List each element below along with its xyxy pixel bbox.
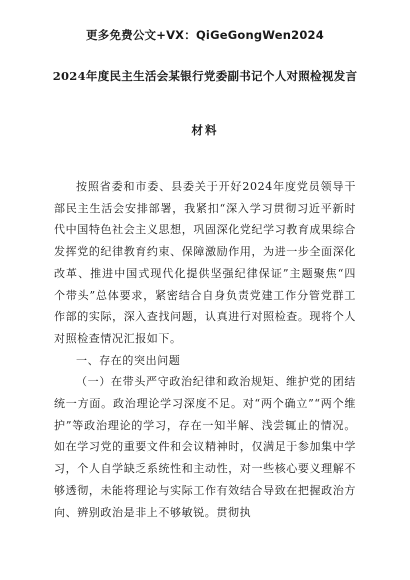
document-title-continuation: 材料 (191, 123, 219, 137)
intro-paragraph: 按照省委和市委、县委关于开好2024年度党员领导干部民主生活会安排部署，我紧扣“深入学习贯彻习近平新时代中国特色社会主义思想，巩固深化党纪学习教育成果综合发挥党的纪律教育约束、保障激励作用，为进一步全面深化改革、推进中国式现代化提供坚强纪律保证”主题聚焦“四个带头”总体要求，紧密结合自身负责党建工作分管党群工作部的实际，深入查找问题，认真进行对照检查。现将个人对照检查情况汇报如下。 (54, 180, 356, 345)
section-heading: 一、存在的突出问题 (76, 353, 181, 367)
document-title: 2024年度民主生活会某银行党委副书记个人对照检视发言 (52, 69, 358, 83)
document-body (54, 176, 356, 523)
subsection-paragraph: （一）在带头严守政治纪律和政治规矩、维护党的团结统一方面。政治理论学习深度不足。对“两个确立”“两个维护”等政治理论的学习，存在一知半解、浅尝辄止的情况。如在学习党的重要文件和会议精神时，仅满足于参加集中学习，个人自学缺乏系统性和主动性，对一些核心要义理解不够透彻，未能将理论与实际工作有效结合导致在把握政治方向、辨别政治是非上不够敏锐。贯彻执 (54, 375, 356, 519)
promo-banner: 更多免费公文+VX：QiGeGongWen2024 (86, 28, 324, 42)
